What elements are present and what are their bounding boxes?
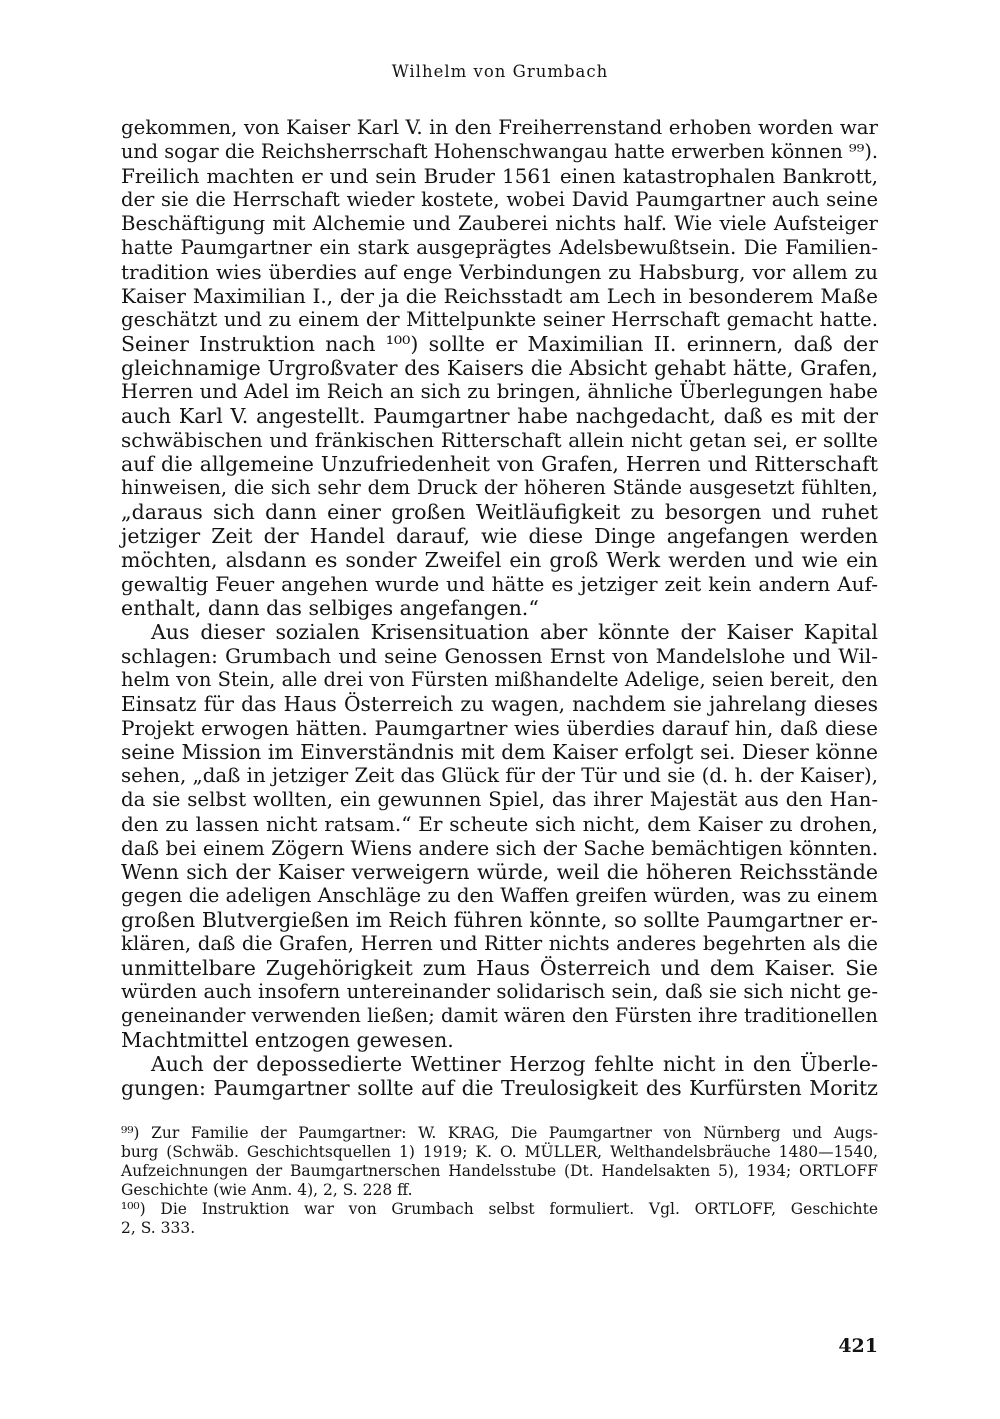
text-line: klären, daß die Grafen, Herren und Ritter nichts anderes begehrten als die (121, 932, 878, 955)
text-line: gewaltig Feuer angehen wurde und hätte es jetziger zeit kein andern Auf- (121, 572, 878, 596)
text-line: hinweisen, die sich sehr dem Druck der höheren Stände ausgesetzt fühlten, (121, 476, 878, 499)
text-line: möchten, alsdann es sonder Zweifel ein groß Werk werden und wie ein (121, 548, 878, 572)
text-line: Kaiser Maximilian I., der ja die Reichsstadt am Lech in besonderem Maße (121, 284, 878, 308)
text-line: Beschäftigung mit Alchemie und Zauberei nichts half. Wie viele Aufsteiger (121, 212, 878, 235)
text-line: auf die allgemeine Unzufriedenheit von Grafen, Herren und Ritterschaft (121, 452, 878, 476)
text-line: geneinander verwenden ließen; damit wären den Fürsten ihre traditionellen (121, 1004, 878, 1027)
text-line: daß bei einem Zögern Wiens andere sich der Sache bemächtigen könnten. (121, 836, 879, 860)
text-line: seine Mission im Einverständnis mit dem Kaiser erfolgt sei. Dieser könne (121, 740, 878, 764)
text-line: gegen die adeligen Anschläge zu den Waffen greifen würden, was zu einem (121, 884, 878, 907)
text-line: „daraus sich dann einer großen Weitläufigkeit zu besorgen und ruhet (121, 500, 878, 524)
footnote-line: ¹⁰⁰) Die Instruktion war von Grumbach selbst formuliert. Vgl. ORTLOFF, Geschichte (121, 1200, 878, 1218)
text-line: da sie selbst wollten, ein gewunnen Spiel, das ihrer Majestät aus den Han- (121, 788, 878, 811)
text-line: Wenn sich der Kaiser verweigern würde, weil die höheren Reichsstände (121, 860, 878, 884)
text-line: der sie die Herrschaft wieder kostete, wobei David Paumgartner auch seine (121, 188, 878, 211)
text-line: gungen: Paumgartner sollte auf die Treulosigkeit des Kurfürsten Moritz (121, 1076, 878, 1100)
text-line: geschätzt und zu einem der Mittelpunkte seiner Herrschaft gemacht hatte. (121, 308, 878, 331)
footnote-line: Geschichte (wie Anm. 4), 2, S. 228 ff. (121, 1181, 413, 1199)
text-line: auch Karl V. angestellt. Paumgartner habe nachgedacht, daß es mit der (121, 404, 878, 428)
text-line: Herren und Adel im Reich an sich zu bringen, ähnliche Überlegungen habe (121, 380, 878, 403)
text-line: unmittelbare Zugehörigkeit zum Haus Österreich und dem Kaiser. Sie (121, 956, 878, 980)
text-line: gleichnamige Urgroßvater des Kaisers die Absicht gehabt hätte, Grafen, (121, 356, 878, 380)
text-line: Freilich machten er und sein Bruder 1561 einen katastrophalen Bankrott, (121, 164, 878, 188)
page-number: 421 (838, 1335, 878, 1357)
text-line: Machtmittel entzogen gewesen. (121, 1028, 454, 1052)
text-line: enthalt, dann das selbiges angefangen.“ (121, 596, 539, 620)
text-line: tradition wies überdies auf enge Verbindungen zu Habsburg, vor allem zu (121, 260, 878, 284)
footnote-line: 2, S. 333. (121, 1219, 196, 1237)
text-line: gekommen, von Kaiser Karl V. in den Freiherrenstand erhoben worden war (121, 116, 878, 139)
text-line: Auch der depossedierte Wettiner Herzog fehlte nicht in den Überle- (151, 1052, 878, 1076)
footnote-line: ⁹⁹) Zur Familie der Paumgartner: W. KRAG, Die Paumgartner von Nürnberg und Augs- (121, 1124, 878, 1142)
text-line: würden auch insofern untereinander solidarisch sein, daß sie sich nicht ge- (121, 980, 878, 1003)
footnote-line: Aufzeichnungen der Baumgartnerschen Handelsstube (Dt. Handelsakten 5), 1934; ORTLOFF (121, 1162, 878, 1180)
text-line: helm von Stein, alle drei von Fürsten mißhandelte Adelige, seien bereit, den (121, 668, 878, 691)
text-line: jetziger Zeit der Handel darauf, wie diese Dinge angefangen werden (121, 524, 878, 548)
text-line: den zu lassen nicht ratsam.“ Er scheute sich nicht, dem Kaiser zu drohen, (121, 812, 878, 836)
footnote-line: burg (Schwäb. Geschichtsquellen 1) 1919; K. O. MÜLLER, Welthandelsbräuche 1480—1540, (121, 1143, 878, 1161)
text-line: Aus dieser sozialen Krisensituation aber könnte der Kaiser Kapital (151, 620, 878, 644)
text-line: sehen, „daß in jetziger Zeit das Glück für der Tür und sie (d. h. der Kaiser), (121, 764, 878, 787)
running-header: Wilhelm von Grumbach (391, 62, 609, 81)
text-line: schwäbischen und fränkischen Ritterschaft allein nicht getan sei, er sollte (121, 428, 878, 452)
text-line: und sogar die Reichsherrschaft Hohenschwangau hatte erwerben können ⁹⁹). (121, 140, 878, 163)
text-line: großen Blutvergießen im Reich führen könnte, so sollte Paumgartner er- (121, 908, 878, 932)
text-line: Einsatz für das Haus Österreich zu wagen, nachdem sie jahrelang dieses (121, 692, 878, 716)
text-line: Projekt erwogen hätten. Paumgartner wies überdies darauf hin, daß diese (121, 716, 878, 740)
text-line: Seiner Instruktion nach ¹⁰⁰) sollte er Maximilian II. erinnern, daß der (121, 332, 878, 356)
text-line: hatte Paumgartner ein stark ausgeprägtes Adelsbewußtsein. Die Familien- (121, 236, 878, 259)
text-line: schlagen: Grumbach und seine Genossen Ernst von Mandelslohe und Wil- (121, 644, 878, 668)
